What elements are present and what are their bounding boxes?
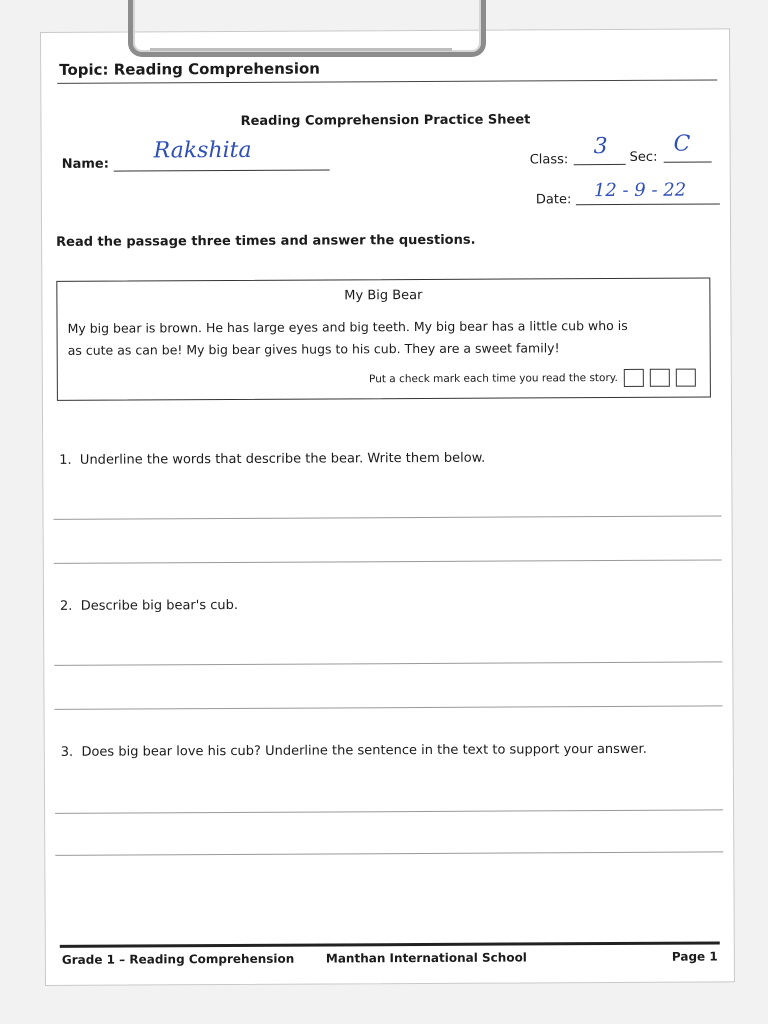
topic-heading: Topic: Reading Comprehension [59, 59, 320, 79]
class-label: Class: [529, 152, 569, 168]
read-checkbox-2[interactable] [650, 369, 670, 387]
date-label: Date: [535, 192, 572, 208]
instructions: Read the passage three times and answer the questions. [56, 232, 476, 250]
story-text [67, 315, 707, 362]
sec-value[interactable]: C [673, 131, 691, 157]
check-instruction: Put a check mark each time you read the story. [368, 371, 618, 386]
check-row [369, 369, 696, 389]
answer-line-1b[interactable] [54, 559, 722, 563]
footer-school: Manthan International School [325, 950, 527, 966]
question-1-number: 1. [59, 452, 72, 468]
question-2-number: 2. [59, 598, 73, 614]
clipboard-clip-bar [150, 30, 452, 51]
question-3 [61, 742, 647, 760]
story-title: My Big Bear [344, 288, 423, 304]
worksheet-page [40, 28, 735, 986]
question-1-text: Underline the words that describe the bear. Write them below. [79, 450, 486, 468]
sheet-title: Reading Comprehension Practice Sheet [240, 112, 531, 129]
answer-line-3b[interactable] [55, 851, 723, 855]
question-2 [60, 598, 238, 614]
answer-line-2b[interactable] [55, 705, 723, 709]
class-value[interactable]: 3 [593, 134, 608, 160]
story-line-2: as cute as can be! My big bear gives hugs to his cub. They are a sweet family! [67, 340, 560, 358]
story-line-1: My big bear is brown. He has large eyes and big teeth. My big bear has a little cub who is [67, 317, 628, 336]
date-value[interactable]: 12 - 9 - 22 [593, 179, 687, 202]
name-line [114, 169, 330, 171]
question-3-number: 3. [60, 744, 74, 760]
question-2-text: Describe big bear's cub. [80, 597, 239, 614]
answer-line-2a[interactable] [54, 661, 722, 665]
footer-page: Page 1 [671, 949, 718, 964]
question-3-text: Does big bear love his cub? Underline the sentence in the text to support your answer. [81, 741, 647, 760]
footer-grade: Grade 1 – Reading Comprehension [61, 951, 295, 967]
topic-divider [57, 79, 717, 83]
class-line [574, 164, 626, 165]
name-value[interactable]: Rakshita [153, 137, 252, 164]
footer-divider [60, 941, 720, 947]
name-label: Name: [61, 156, 109, 172]
story-box [56, 277, 711, 400]
date-line [576, 203, 720, 205]
read-checkbox-3[interactable] [676, 369, 696, 387]
answer-line-3a[interactable] [55, 809, 723, 813]
sec-line [664, 161, 712, 162]
answer-line-1a[interactable] [54, 515, 722, 519]
question-1 [59, 451, 485, 468]
sec-label: Sec: [629, 149, 658, 165]
read-checkbox-1[interactable] [624, 369, 644, 387]
